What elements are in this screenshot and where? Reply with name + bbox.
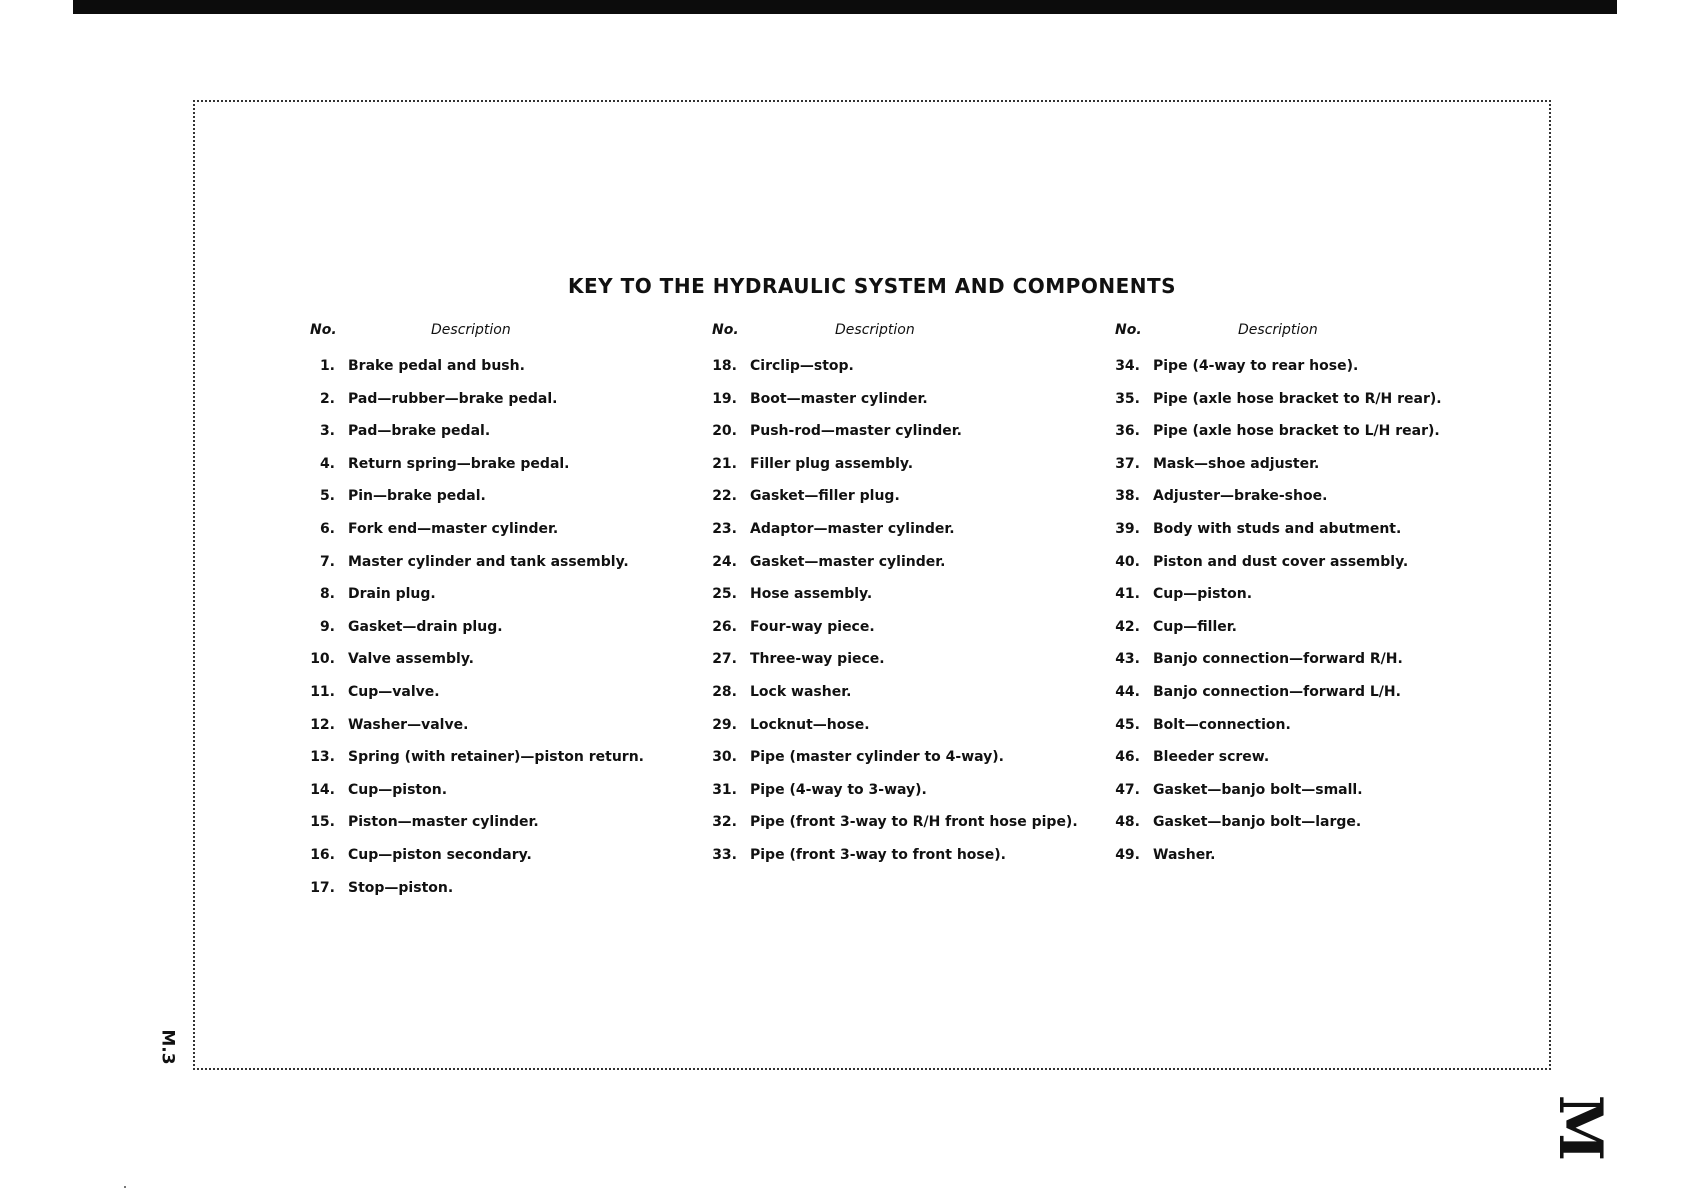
item-description: Three-way piece. — [750, 651, 885, 668]
item-description: Brake pedal and bush. — [348, 358, 525, 374]
item-description: Pipe (master cylinder to 4-way). — [750, 749, 1004, 766]
item-number: 33. — [712, 846, 737, 863]
item-description: Pipe (axle hose bracket to R/H rear). — [1153, 390, 1442, 407]
item-number: 37. — [1115, 455, 1140, 472]
item-number: 31. — [712, 781, 737, 798]
item-description: Pad—brake pedal. — [348, 423, 491, 440]
section-letter: M — [1545, 1094, 1616, 1162]
item-description: Washer. — [1153, 846, 1216, 863]
item-number: 44. — [1115, 683, 1140, 700]
item-number: 14. — [310, 781, 335, 798]
item-number: 16. — [310, 846, 335, 863]
item-number: 27. — [712, 651, 737, 668]
item-number: 40. — [1115, 553, 1140, 570]
item-description: Gasket—master cylinder. — [750, 553, 946, 570]
item-description: Locknut—hose. — [750, 716, 870, 733]
item-number: 15. — [310, 814, 335, 831]
item-description: Pipe (4-way to 3-way). — [750, 781, 927, 798]
item-number: 34. — [1115, 358, 1140, 374]
header-no: No. — [1115, 322, 1142, 338]
item-number: 49. — [1115, 846, 1140, 863]
header-no: No. — [712, 322, 739, 338]
item-number: 2. — [319, 390, 335, 407]
item-description: Lock washer. — [750, 683, 852, 700]
item-description: Pin—brake pedal. — [348, 488, 486, 505]
item-description: Four-way piece. — [750, 618, 875, 635]
header-description: Description — [835, 322, 915, 338]
item-description: Gasket—filler plug. — [750, 488, 900, 505]
item-number: 39. — [1115, 520, 1140, 537]
item-description: Bleeder screw. — [1153, 749, 1270, 766]
item-number: 25. — [712, 586, 737, 603]
item-number: 12. — [310, 716, 335, 733]
item-number: 29. — [712, 716, 737, 733]
item-number: 10. — [310, 651, 335, 668]
item-description: Gasket—drain plug. — [348, 618, 503, 635]
item-description: Gasket—banjo bolt—large. — [1153, 814, 1362, 831]
item-number: 32. — [712, 814, 737, 831]
item-number: 45. — [1115, 716, 1140, 733]
top-border-rule — [73, 0, 1617, 14]
item-number: 20. — [712, 423, 737, 440]
scan-speck — [124, 1186, 126, 1188]
item-description: Adjuster—brake-shoe. — [1153, 488, 1328, 505]
item-number: 8. — [319, 586, 335, 603]
item-number: 3. — [319, 423, 335, 440]
item-number: 22. — [712, 488, 737, 505]
page-number: M.3 — [157, 1029, 178, 1065]
item-number: 43. — [1115, 651, 1140, 668]
item-number: 6. — [319, 520, 335, 537]
item-description: Cup—piston. — [348, 781, 448, 798]
item-description: Piston—master cylinder. — [348, 814, 539, 831]
item-description: Banjo connection—forward L/H. — [1153, 683, 1401, 700]
item-number: 18. — [712, 358, 737, 374]
item-description: Adaptor—master cylinder. — [750, 520, 955, 537]
item-description: Pipe (front 3-way to R/H front hose pipe). — [750, 814, 1078, 831]
item-description: Mask—shoe adjuster. — [1153, 455, 1320, 472]
item-number: 24. — [712, 553, 737, 570]
item-description: Bolt—connection. — [1153, 716, 1291, 733]
item-number: 28. — [712, 683, 737, 700]
header-description: Description — [1238, 322, 1318, 338]
item-number: 36. — [1115, 423, 1140, 440]
item-number: 13. — [310, 749, 335, 766]
header-no: No. — [310, 322, 337, 338]
header-description: Description — [431, 322, 511, 338]
item-description: Fork end—master cylinder. — [348, 520, 559, 537]
item-number: 38. — [1115, 488, 1140, 505]
item-description: Valve assembly. — [348, 651, 474, 668]
page-title: KEY TO THE HYDRAULIC SYSTEM AND COMPONENTS — [567, 274, 1177, 298]
item-number: 5. — [319, 488, 335, 505]
item-number: 1. — [319, 358, 335, 374]
item-description: Drain plug. — [348, 586, 436, 603]
item-description: Hose assembly. — [750, 586, 873, 603]
item-number: 41. — [1115, 586, 1140, 603]
item-number: 42. — [1115, 618, 1140, 635]
item-number: 17. — [310, 879, 335, 896]
item-number: 46. — [1115, 749, 1140, 766]
item-number: 26. — [712, 618, 737, 635]
item-description: Master cylinder and tank assembly. — [348, 553, 629, 570]
item-description: Pipe (axle hose bracket to L/H rear). — [1153, 423, 1440, 440]
item-description: Pipe (front 3-way to front hose). — [750, 846, 1006, 863]
item-description: Cup—filler. — [1153, 618, 1237, 635]
item-description: Cup—piston. — [1153, 586, 1253, 603]
item-description: Banjo connection—forward R/H. — [1153, 651, 1403, 668]
item-number: 21. — [712, 455, 737, 472]
item-description: Pipe (4-way to rear hose). — [1153, 358, 1359, 374]
item-number: 7. — [319, 553, 335, 570]
item-description: Cup—valve. — [348, 683, 440, 700]
item-number: 23. — [712, 520, 737, 537]
item-description: Body with studs and abutment. — [1153, 520, 1402, 537]
item-description: Boot—master cylinder. — [750, 390, 928, 407]
item-description: Cup—piston secondary. — [348, 846, 532, 863]
item-description: Pad—rubber—brake pedal. — [348, 390, 558, 407]
item-description: Piston and dust cover assembly. — [1153, 553, 1409, 570]
item-description: Washer—valve. — [348, 716, 469, 733]
item-number: 48. — [1115, 814, 1140, 831]
item-description: Stop—piston. — [348, 879, 454, 896]
item-description: Push-rod—master cylinder. — [750, 423, 962, 440]
item-number: 30. — [712, 749, 737, 766]
item-number: 4. — [319, 455, 335, 472]
item-description: Return spring—brake pedal. — [348, 455, 570, 472]
item-description: Circlip—stop. — [750, 358, 854, 374]
item-description: Gasket—banjo bolt—small. — [1153, 781, 1363, 798]
item-number: 19. — [712, 390, 737, 407]
item-number: 35. — [1115, 390, 1140, 407]
item-number: 11. — [310, 683, 335, 700]
item-number: 9. — [319, 618, 335, 635]
item-description: Spring (with retainer)—piston return. — [348, 749, 644, 766]
item-number: 47. — [1115, 781, 1140, 798]
item-description: Filler plug assembly. — [750, 455, 914, 472]
